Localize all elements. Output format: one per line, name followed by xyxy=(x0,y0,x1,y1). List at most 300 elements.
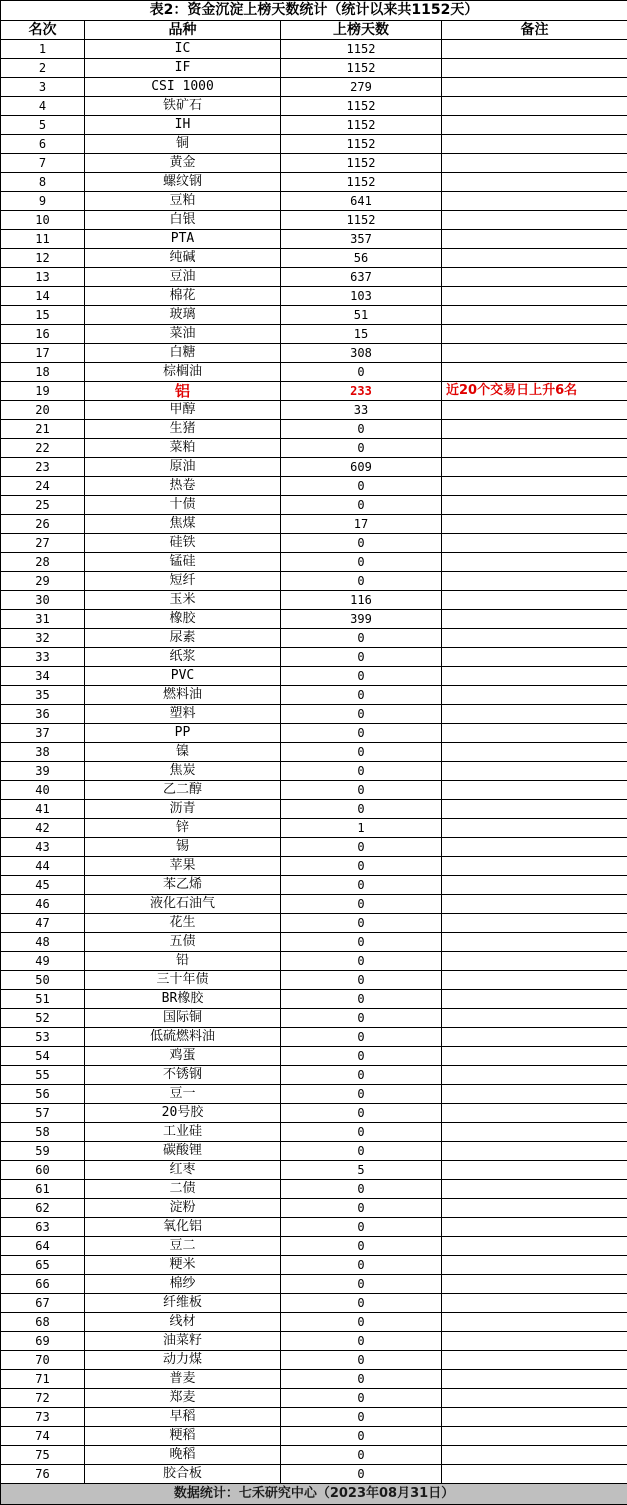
rank-cell: 25 xyxy=(1,496,85,515)
table-row xyxy=(1,1332,627,1351)
rank-cell: 55 xyxy=(1,1066,85,1085)
days-cell: 0 xyxy=(281,496,442,515)
table-row xyxy=(1,496,627,515)
rank-cell: 16 xyxy=(1,325,85,344)
rank-cell: 39 xyxy=(1,762,85,781)
variety-cell: 菜粕 xyxy=(85,439,281,458)
note-cell xyxy=(442,287,627,306)
rank-cell: 1 xyxy=(1,40,85,59)
note-cell xyxy=(442,724,627,743)
note-cell xyxy=(442,1294,627,1313)
rank-cell: 4 xyxy=(1,97,85,116)
variety-cell: 粳稻 xyxy=(85,1427,281,1446)
table-row xyxy=(1,477,627,496)
rank-cell: 7 xyxy=(1,154,85,173)
rank-cell: 46 xyxy=(1,895,85,914)
footer-row xyxy=(1,1484,627,1505)
table-row xyxy=(1,1313,627,1332)
rank-cell: 48 xyxy=(1,933,85,952)
days-cell: 0 xyxy=(281,553,442,572)
rank-cell: 13 xyxy=(1,268,85,287)
rank-cell: 41 xyxy=(1,800,85,819)
table-title: 表2：资金沉淀上榜天数统计（统计以来共1152天） xyxy=(1,1,627,21)
days-cell: 637 xyxy=(281,268,442,287)
variety-cell: 红枣 xyxy=(85,1161,281,1180)
variety-cell: 晚稻 xyxy=(85,1446,281,1465)
note-cell xyxy=(442,838,627,857)
days-cell: 0 xyxy=(281,838,442,857)
note-cell xyxy=(442,97,627,116)
rank-cell: 20 xyxy=(1,401,85,420)
note-cell xyxy=(442,648,627,667)
days-cell: 0 xyxy=(281,800,442,819)
table-row xyxy=(1,1256,627,1275)
rank-cell: 3 xyxy=(1,78,85,97)
variety-cell: 淀粉 xyxy=(85,1199,281,1218)
table-row xyxy=(1,610,627,629)
variety-cell: 白糖 xyxy=(85,344,281,363)
days-cell: 0 xyxy=(281,1446,442,1465)
note-cell xyxy=(442,952,627,971)
table-row xyxy=(1,952,627,971)
table-row xyxy=(1,135,627,154)
variety-cell: 乙二醇 xyxy=(85,781,281,800)
variety-cell: 油菜籽 xyxy=(85,1332,281,1351)
note-cell xyxy=(442,78,627,97)
table-row xyxy=(1,933,627,952)
variety-cell: 锡 xyxy=(85,838,281,857)
variety-cell: CSI 1000 xyxy=(85,78,281,97)
table-row xyxy=(1,1028,627,1047)
days-cell: 0 xyxy=(281,1009,442,1028)
rank-cell: 21 xyxy=(1,420,85,439)
table-row xyxy=(1,1389,627,1408)
variety-cell: 鸡蛋 xyxy=(85,1047,281,1066)
table-row xyxy=(1,895,627,914)
note-cell xyxy=(442,1104,627,1123)
note-cell xyxy=(442,667,627,686)
rank-cell: 52 xyxy=(1,1009,85,1028)
table-row xyxy=(1,1294,627,1313)
rank-cell: 64 xyxy=(1,1237,85,1256)
days-cell: 1152 xyxy=(281,97,442,116)
days-cell: 0 xyxy=(281,1256,442,1275)
note-cell xyxy=(442,1408,627,1427)
note-cell xyxy=(442,971,627,990)
variety-cell: 不锈钢 xyxy=(85,1066,281,1085)
days-cell: 0 xyxy=(281,762,442,781)
variety-cell: 工业硅 xyxy=(85,1123,281,1142)
days-cell: 0 xyxy=(281,572,442,591)
table-row xyxy=(1,629,627,648)
rank-cell: 47 xyxy=(1,914,85,933)
table-row xyxy=(1,211,627,230)
variety-cell: 焦炭 xyxy=(85,762,281,781)
days-cell: 0 xyxy=(281,1142,442,1161)
days-cell: 51 xyxy=(281,306,442,325)
days-cell: 0 xyxy=(281,667,442,686)
days-cell: 1152 xyxy=(281,116,442,135)
variety-cell: 铜 xyxy=(85,135,281,154)
variety-cell: 二债 xyxy=(85,1180,281,1199)
rank-cell: 70 xyxy=(1,1351,85,1370)
note-cell xyxy=(442,1389,627,1408)
variety-cell: 短纤 xyxy=(85,572,281,591)
rank-cell: 2 xyxy=(1,59,85,78)
variety-cell: 普麦 xyxy=(85,1370,281,1389)
rank-cell: 58 xyxy=(1,1123,85,1142)
days-cell: 1152 xyxy=(281,59,442,78)
variety-cell: 五债 xyxy=(85,933,281,952)
days-cell: 0 xyxy=(281,1066,442,1085)
days-cell: 279 xyxy=(281,78,442,97)
variety-cell: 热卷 xyxy=(85,477,281,496)
rank-cell: 31 xyxy=(1,610,85,629)
rank-cell: 11 xyxy=(1,230,85,249)
header-note: 备注 xyxy=(442,21,627,40)
variety-cell: 塑料 xyxy=(85,705,281,724)
days-cell: 0 xyxy=(281,439,442,458)
rank-cell: 63 xyxy=(1,1218,85,1237)
variety-cell: 豆二 xyxy=(85,1237,281,1256)
variety-cell: 20号胶 xyxy=(85,1104,281,1123)
rank-cell: 44 xyxy=(1,857,85,876)
table-row xyxy=(1,1047,627,1066)
table-row xyxy=(1,705,627,724)
table-row xyxy=(1,287,627,306)
days-cell: 308 xyxy=(281,344,442,363)
rank-cell: 45 xyxy=(1,876,85,895)
variety-cell: IC xyxy=(85,40,281,59)
table-row xyxy=(1,1446,627,1465)
rank-cell: 61 xyxy=(1,1180,85,1199)
table-row xyxy=(1,458,627,477)
note-cell xyxy=(442,268,627,287)
table-row xyxy=(1,667,627,686)
days-cell: 116 xyxy=(281,591,442,610)
header-days: 上榜天数 xyxy=(281,21,442,40)
note-cell xyxy=(442,439,627,458)
table-row xyxy=(1,78,627,97)
note-cell xyxy=(442,819,627,838)
note-cell xyxy=(442,1180,627,1199)
table-row xyxy=(1,230,627,249)
table-row xyxy=(1,154,627,173)
note-cell xyxy=(442,1066,627,1085)
variety-cell: 螺纹钢 xyxy=(85,173,281,192)
rank-cell: 43 xyxy=(1,838,85,857)
variety-cell: 原油 xyxy=(85,458,281,477)
days-cell: 0 xyxy=(281,952,442,971)
note-cell xyxy=(442,458,627,477)
variety-cell: 低硫燃料油 xyxy=(85,1028,281,1047)
table-row xyxy=(1,914,627,933)
days-cell: 0 xyxy=(281,477,442,496)
table-row xyxy=(1,439,627,458)
variety-cell: 棕榈油 xyxy=(85,363,281,382)
rank-cell: 26 xyxy=(1,515,85,534)
table-row xyxy=(1,781,627,800)
rank-cell: 30 xyxy=(1,591,85,610)
rank-cell: 59 xyxy=(1,1142,85,1161)
variety-cell: 豆油 xyxy=(85,268,281,287)
note-cell xyxy=(442,1370,627,1389)
table-row xyxy=(1,1085,627,1104)
rank-cell: 34 xyxy=(1,667,85,686)
table-row xyxy=(1,1465,627,1484)
rank-cell: 9 xyxy=(1,192,85,211)
table-body xyxy=(1,40,627,1484)
table-row xyxy=(1,1427,627,1446)
days-cell: 0 xyxy=(281,1237,442,1256)
note-cell xyxy=(442,116,627,135)
variety-cell: BR橡胶 xyxy=(85,990,281,1009)
table-row xyxy=(1,800,627,819)
variety-cell: 橡胶 xyxy=(85,610,281,629)
note-cell xyxy=(442,496,627,515)
note-cell xyxy=(442,401,627,420)
note-cell xyxy=(442,914,627,933)
days-cell: 0 xyxy=(281,705,442,724)
days-cell: 17 xyxy=(281,515,442,534)
table-row xyxy=(1,382,627,401)
rank-cell: 56 xyxy=(1,1085,85,1104)
rank-cell: 60 xyxy=(1,1161,85,1180)
variety-cell: IH xyxy=(85,116,281,135)
rank-cell: 17 xyxy=(1,344,85,363)
variety-cell: PP xyxy=(85,724,281,743)
rank-cell: 24 xyxy=(1,477,85,496)
table-row xyxy=(1,591,627,610)
note-cell xyxy=(442,230,627,249)
variety-cell: 苯乙烯 xyxy=(85,876,281,895)
note-cell xyxy=(442,781,627,800)
note-cell xyxy=(442,591,627,610)
variety-cell: 三十年债 xyxy=(85,971,281,990)
table-row xyxy=(1,515,627,534)
variety-cell: 碳酸锂 xyxy=(85,1142,281,1161)
rank-cell: 40 xyxy=(1,781,85,800)
variety-cell: IF xyxy=(85,59,281,78)
days-cell: 0 xyxy=(281,990,442,1009)
note-cell xyxy=(442,800,627,819)
table-row xyxy=(1,762,627,781)
note-cell xyxy=(442,743,627,762)
table-row xyxy=(1,59,627,78)
note-cell xyxy=(442,572,627,591)
days-cell: 0 xyxy=(281,1199,442,1218)
note-cell xyxy=(442,610,627,629)
table-row xyxy=(1,420,627,439)
rank-cell: 62 xyxy=(1,1199,85,1218)
table-row xyxy=(1,1218,627,1237)
table-row xyxy=(1,819,627,838)
variety-cell: 动力煤 xyxy=(85,1351,281,1370)
variety-cell: 玻璃 xyxy=(85,306,281,325)
table-row xyxy=(1,325,627,344)
note-cell xyxy=(442,534,627,553)
variety-cell: 生猪 xyxy=(85,420,281,439)
note-cell xyxy=(442,477,627,496)
table-row xyxy=(1,1123,627,1142)
table-row xyxy=(1,1199,627,1218)
days-cell: 0 xyxy=(281,1332,442,1351)
note-cell xyxy=(442,1218,627,1237)
days-cell: 0 xyxy=(281,1313,442,1332)
rank-cell: 28 xyxy=(1,553,85,572)
table-row xyxy=(1,1009,627,1028)
rank-cell: 27 xyxy=(1,534,85,553)
table-row xyxy=(1,1275,627,1294)
variety-cell: 燃料油 xyxy=(85,686,281,705)
variety-cell: 棉花 xyxy=(85,287,281,306)
days-cell: 0 xyxy=(281,1351,442,1370)
days-cell: 0 xyxy=(281,724,442,743)
table-row xyxy=(1,553,627,572)
days-cell: 0 xyxy=(281,1427,442,1446)
variety-cell: 黄金 xyxy=(85,154,281,173)
days-cell: 0 xyxy=(281,743,442,762)
days-cell: 0 xyxy=(281,1465,442,1484)
days-cell: 1152 xyxy=(281,173,442,192)
rank-cell: 42 xyxy=(1,819,85,838)
table-row xyxy=(1,173,627,192)
variety-cell: 纤维板 xyxy=(85,1294,281,1313)
variety-cell: 豆粕 xyxy=(85,192,281,211)
variety-cell: 豆一 xyxy=(85,1085,281,1104)
table-row xyxy=(1,686,627,705)
note-cell xyxy=(442,1332,627,1351)
days-cell: 0 xyxy=(281,420,442,439)
rank-cell: 51 xyxy=(1,990,85,1009)
variety-cell: PTA xyxy=(85,230,281,249)
variety-cell: 铅 xyxy=(85,952,281,971)
variety-cell: 锰硅 xyxy=(85,553,281,572)
table-row xyxy=(1,572,627,591)
rank-cell: 36 xyxy=(1,705,85,724)
rank-cell: 67 xyxy=(1,1294,85,1313)
days-cell: 56 xyxy=(281,249,442,268)
note-cell xyxy=(442,154,627,173)
days-cell: 0 xyxy=(281,933,442,952)
table-row xyxy=(1,1351,627,1370)
note-cell xyxy=(442,857,627,876)
days-cell: 0 xyxy=(281,1180,442,1199)
variety-cell: PVC xyxy=(85,667,281,686)
days-cell: 0 xyxy=(281,895,442,914)
table-row xyxy=(1,268,627,287)
note-cell xyxy=(442,211,627,230)
days-cell: 1152 xyxy=(281,40,442,59)
days-cell: 233 xyxy=(281,382,442,401)
days-cell: 1152 xyxy=(281,154,442,173)
days-cell: 15 xyxy=(281,325,442,344)
days-cell: 1 xyxy=(281,819,442,838)
rank-cell: 33 xyxy=(1,648,85,667)
variety-cell: 沥青 xyxy=(85,800,281,819)
note-cell xyxy=(442,173,627,192)
note-cell xyxy=(442,40,627,59)
days-cell: 0 xyxy=(281,1389,442,1408)
days-cell: 1152 xyxy=(281,135,442,154)
header-row xyxy=(1,21,627,40)
table-row xyxy=(1,990,627,1009)
variety-cell: 液化石油气 xyxy=(85,895,281,914)
note-cell xyxy=(442,1256,627,1275)
days-cell: 0 xyxy=(281,1104,442,1123)
note-cell xyxy=(442,1161,627,1180)
days-cell: 0 xyxy=(281,1028,442,1047)
table-row xyxy=(1,1142,627,1161)
rank-cell: 68 xyxy=(1,1313,85,1332)
table-row xyxy=(1,40,627,59)
variety-cell: 粳米 xyxy=(85,1256,281,1275)
rank-cell: 29 xyxy=(1,572,85,591)
variety-cell: 苹果 xyxy=(85,857,281,876)
variety-cell: 郑麦 xyxy=(85,1389,281,1408)
table-row xyxy=(1,1237,627,1256)
note-cell xyxy=(442,515,627,534)
variety-cell: 铁矿石 xyxy=(85,97,281,116)
days-cell: 0 xyxy=(281,1294,442,1313)
days-cell: 0 xyxy=(281,876,442,895)
variety-cell: 十债 xyxy=(85,496,281,515)
table-row xyxy=(1,1104,627,1123)
rank-cell: 71 xyxy=(1,1370,85,1389)
rank-cell: 65 xyxy=(1,1256,85,1275)
rank-cell: 8 xyxy=(1,173,85,192)
rank-cell: 6 xyxy=(1,135,85,154)
days-cell: 1152 xyxy=(281,211,442,230)
note-cell xyxy=(442,306,627,325)
note-cell xyxy=(442,1142,627,1161)
variety-cell: 锌 xyxy=(85,819,281,838)
days-cell: 0 xyxy=(281,781,442,800)
rank-cell: 22 xyxy=(1,439,85,458)
note-cell xyxy=(442,363,627,382)
table-row xyxy=(1,648,627,667)
table-row xyxy=(1,344,627,363)
rank-cell: 18 xyxy=(1,363,85,382)
note-cell xyxy=(442,1465,627,1484)
days-cell: 0 xyxy=(281,1123,442,1142)
note-cell xyxy=(442,990,627,1009)
table-row xyxy=(1,838,627,857)
note-cell: 近20个交易日上升6名 xyxy=(442,382,627,401)
variety-cell: 氧化铝 xyxy=(85,1218,281,1237)
table-row xyxy=(1,743,627,762)
rank-cell: 5 xyxy=(1,116,85,135)
table-row xyxy=(1,249,627,268)
variety-cell: 早稻 xyxy=(85,1408,281,1427)
header-rank: 名次 xyxy=(1,21,85,40)
variety-cell: 焦煤 xyxy=(85,515,281,534)
table-row xyxy=(1,401,627,420)
note-cell xyxy=(442,895,627,914)
variety-cell: 花生 xyxy=(85,914,281,933)
days-cell: 0 xyxy=(281,1408,442,1427)
table-row xyxy=(1,97,627,116)
table-row xyxy=(1,857,627,876)
rank-cell: 75 xyxy=(1,1446,85,1465)
table-row xyxy=(1,724,627,743)
note-cell xyxy=(442,325,627,344)
days-cell: 0 xyxy=(281,686,442,705)
table-row xyxy=(1,876,627,895)
days-cell: 0 xyxy=(281,1047,442,1066)
days-cell: 0 xyxy=(281,971,442,990)
variety-cell: 铝 xyxy=(85,382,281,401)
